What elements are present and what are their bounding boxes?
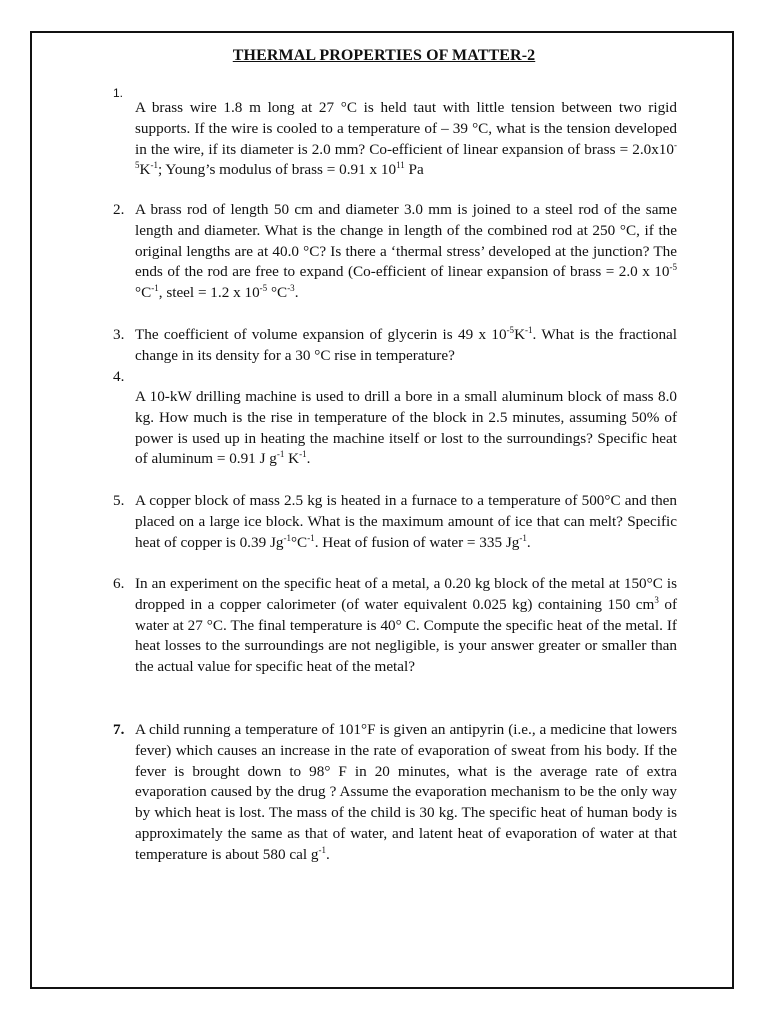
question-3 (113, 325, 677, 367)
question-text: A 10-kW drilling machine is used to drill a bore in a small aluminum block of mass 8.0 kg. How much is the rise in temperature of the block in 2.5 minutes, assuming 50% of power is used up in heating the machine itself or lost to the surroundings? Specific heat of aluminum = 0.91 J $g^{-1}$ $K^{-1}$. (135, 388, 677, 468)
question-5 (113, 491, 677, 553)
question-text: A brass wire 1.8 m long at 27 °C is held taut with little tension between two rigid supports. If the wire is cooled to a temperature of – 39 °C, what is the tension developed in the wire, if its diameter is 2.0 mm? Co-efficient of linear expansion of brass = $2.0x10^{-5}K^{-1}$; Young’s modulus of brass = 0.91 x $10^{11}$ Pa (135, 99, 677, 179)
page-title: THERMAL PROPERTIES OF MATTER-2 (232, 47, 536, 64)
question-2 (113, 200, 677, 304)
question-number: 3. (113, 326, 125, 343)
question-number: 4. (113, 368, 125, 385)
question-number: 6. (113, 575, 125, 592)
question-text: In an experiment on the specific heat of a metal, a 0.20 kg block of the metal at 150°C is dropped in a copper calorimeter (of water equivalent 0.025 kg) containing 150 $cm^3$ of water at 27 °C. The final temperature is 40° C. Compute the specific heat of the metal. If heat losses to the surroundings are not negligible, is your answer greater or smaller than the actual value for specific heat of the metal? (135, 575, 677, 676)
question-text: A copper block of mass 2.5 kg is heated in a furnace to a temperature of 500°C and then placed on a large ice block. What is the maximum amount of ice that can melt? Specific heat of copper is 0.39 $Jg^{-1}^\circ C^{-1}$. Heat of fusion of water = 335 $Jg^{-1}$. (135, 492, 677, 551)
question-number: 7. (113, 721, 125, 738)
question-number: 2. (113, 201, 125, 218)
question-text: A child running a temperature of 101°F is given an antipyrin (i.e., a medicine that lowers fever) which causes an increase in the rate of evaporation of sweat from his body. If the fever is brought down to 98° F in 20 minutes, what is the average rate of extra evaporation caused by the drug ? Assume the evaporation mechanism to be the only way by which heat is lost. The mass of the child is 30 kg. The specific heat of human body is approximately the same as that of water, and latent heat of evaporation of water at that temperature is about 580 cal $g^{-1}$. (135, 721, 677, 863)
question-number: 1. (113, 86, 124, 100)
question-6 (113, 574, 677, 678)
question-text: The coefficient of volume expansion of glycerin is 49 x $10^{-5}K^{-1}$. What is the fractional change in its density for a 30 °C rise in temperature? (135, 324, 678, 364)
question-1 (113, 82, 677, 181)
question-text: A brass rod of length 50 cm and diameter 3.0 mm is joined to a steel rod of the same length and diameter. What is the change in length of the combined rod at 250 °C, if the original lengths are at 40.0 °C? Is there a ‘thermal stress’ developed at the junction? The ends of the rod are free to expand (Co-efficient of linear expansion of brass = 2.0 x $10^{-5}$ $^\circ C^{-1}$, steel = 1.2 x $10^{-5}$ $^\circ C^{-3}$. (135, 201, 677, 302)
question-7 (113, 720, 677, 866)
question-4 (113, 367, 677, 470)
question-number: 5. (113, 492, 125, 509)
